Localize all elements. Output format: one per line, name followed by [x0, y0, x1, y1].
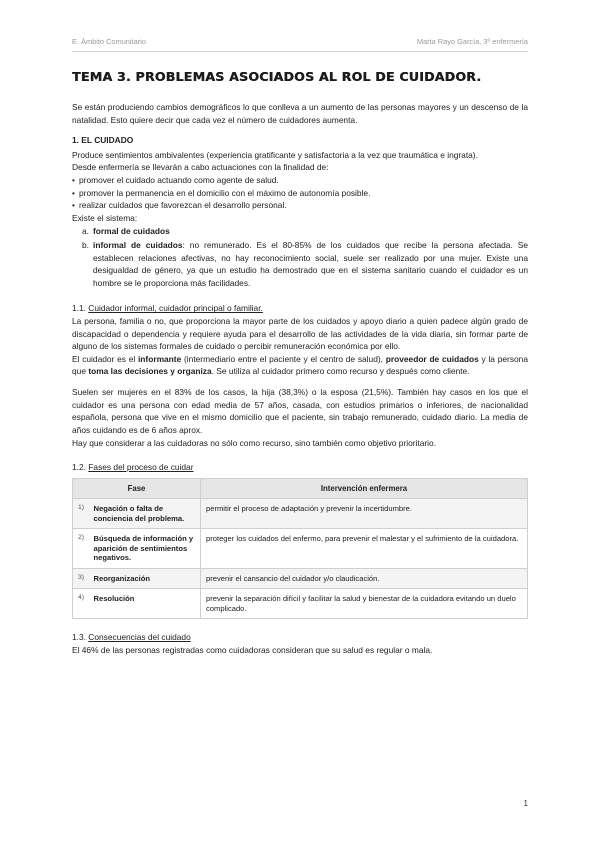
page-content [72, 66, 528, 657]
section-1-1-heading: 1.1. Cuidador informal, cuidador principal o familiar. [72, 303, 263, 314]
bullet-item: • promover el cuidado actuando como agente de salud. [72, 174, 279, 185]
section-1-3-paragraph-1: El 46% de las personas registradas como cuidadoras consideran que su salud es regular o mala. [72, 644, 433, 655]
bullet-mark: • [72, 200, 75, 211]
section-1-3-heading: 1.3. Consecuencias del cuidado [72, 632, 191, 643]
section-1-1-paragraph-2: El cuidador es el informante (intermediario entre el paciente y el centro de salud), proveedor de cuidados y la persona que toma las decisiones y organiza. Se utiliza al cuidador primero como recurso y después como cliente. [72, 353, 528, 377]
system-list [82, 225, 528, 289]
table-row: 2) Búsqueda de información y aparición de sentimientos negativos. proteger los cuidados del enfermo, para prevenir el malestar y el sufrimiento de la cuidadora. [73, 529, 528, 568]
phases-table [72, 478, 528, 620]
table-row: 1) Negación o falta de conciencia del problema. permitir el proceso de adaptación y prevenir la incertidumbre. [73, 499, 528, 529]
section-1-2-heading: 1.2. Fases del proceso de cuidar [72, 462, 194, 473]
column-header-intervencion: Intervención enfermera [201, 478, 528, 499]
page-header [72, 36, 528, 47]
table-row: 4) Resolución prevenir la separación difícil y facilitar la salud y bienestar de la cuidadora evitando un duelo complicado. [73, 589, 528, 619]
column-header-fase: Fase [73, 478, 201, 499]
section-1-paragraph-3: Existe el sistema: [72, 212, 138, 223]
list-item: b. informal de cuidados: no remunerado. Es el 80-85% de los cuidados que recibe la persona afectada. Se establecen relaciones afectivas, no hay reconocimiento social, suele ser realizado por una mujer. Existe una desigualdad de género, ya que un estudio ha demostrado que en el sistema sanitario cuando el cuidador es un hombre se le proporciona más facilidades. [82, 239, 528, 288]
table-row: 3) Reorganización prevenir el cansancio del cuidador y/o claudicación. [73, 568, 528, 588]
section-1-1-paragraph-4: Hay que considerar a las cuidadoras no sólo como recurso, sino también como objetivo prioritario. [72, 437, 437, 448]
bullet-item: • realizar cuidados que favorezcan el desarrollo personal. [72, 200, 287, 211]
document-title: TEMA 3. PROBLEMAS ASOCIADOS AL ROL DE CUIDADOR. [72, 69, 482, 84]
section-1-paragraph-2: Desde enfermería se llevarán a cabo actuaciones con la finalidad de: [72, 162, 329, 173]
list-item: a. formal de cuidados [82, 226, 170, 237]
bullet-item: • promover la permanencia en el domicilio con el máximo de autonomía posible. [72, 187, 371, 198]
section-1-1-paragraph-1: La persona, familia o no, que proporciona la mayor parte de los cuidados y apoyo diario a quien padece algún grado de discapacidad o dependencia y requiere ayuda para el desarrollo de las actividades de la vida diaria, sin formar parte de alguno de los sistemas formales de cuidado o percibir remuneración económica por ello. [72, 316, 528, 352]
intro-paragraph: Se están produciendo cambios demográficos lo que conlleva a un aumento de las personas mayores y un descenso de la natalidad. Esto quiere decir que cada vez el número de cuidadores aumenta. [72, 101, 528, 125]
section-1-1-paragraph-3: Suelen ser mujeres en el 83% de los casos, la hija (38,3%) o la esposa (21,5%). También hay casos en los que el cuidador es una persona con edad media de 57 años, casada, con estudios primarios o inferiores, de nacionalidad española, persona que vive en el mismo domicilio que el paciente, sin trabajo remunerado, cuidado diario. La media de años cuidando es de 6 años aprox. [72, 387, 528, 435]
section-1-paragraph-1: Produce sentimientos ambivalentes (experiencia gratificante y satisfactoria a la vez que traumática e ingrata). [72, 149, 478, 160]
header-left: E. Ámbito Comunitario [72, 37, 146, 46]
header-right: Marta Rayo García, 3º enfermería [416, 37, 528, 46]
page-number: 1 [523, 799, 528, 808]
bullet-mark: • [72, 187, 75, 198]
bullet-mark: • [72, 174, 75, 185]
header-divider [72, 51, 528, 52]
section-1-heading: 1. EL CUIDADO [72, 135, 134, 146]
